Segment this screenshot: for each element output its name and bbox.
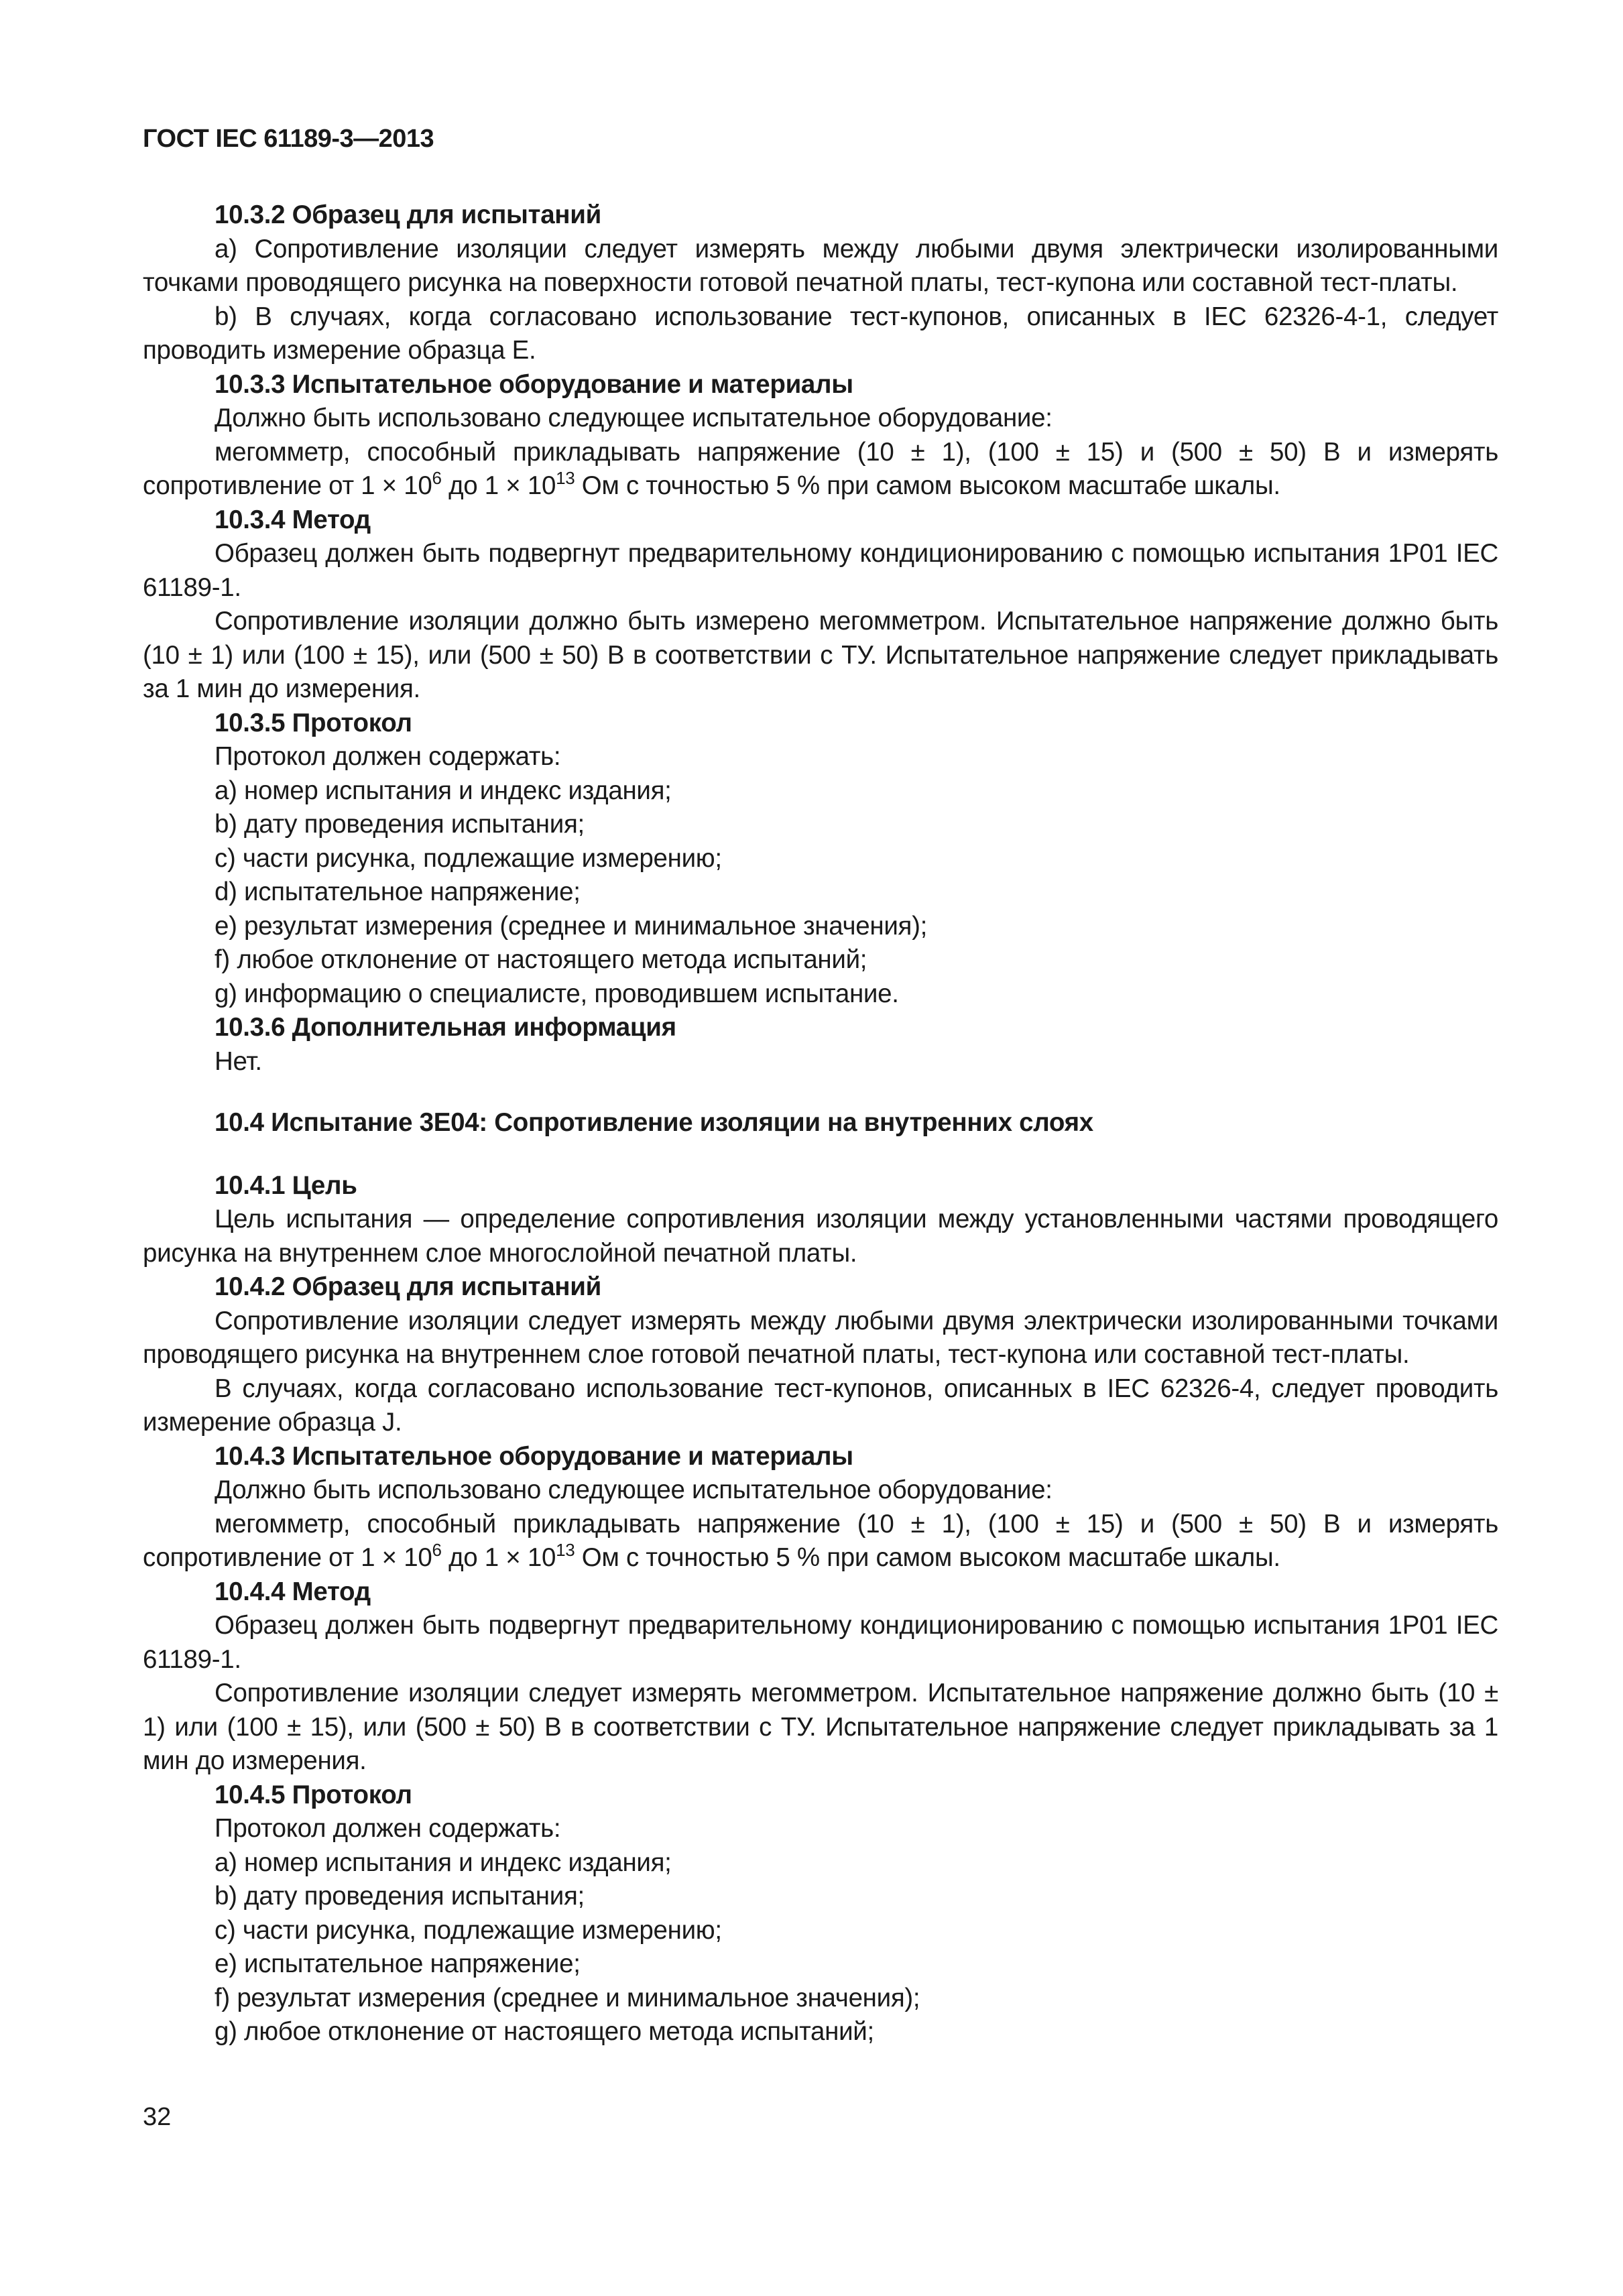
section-heading: 10.4.5 Протокол bbox=[215, 1780, 412, 1809]
paragraph: a) номер испытания и индекс издания; bbox=[215, 1848, 672, 1877]
paragraph: Цель испытания — определение сопротивления изоляции между установленными частями проводящего рисунка на внутреннем слое многослойной печатной платы. bbox=[143, 1205, 1498, 1268]
paragraph: b) В случаях, когда согласовано использование тест-купонов, описанных в IEC 62326-4-1, следует проводить измерение образца Е. bbox=[143, 302, 1498, 365]
exponent: 13 bbox=[556, 1540, 575, 1560]
paragraph: Сопротивление изоляции должно быть измерено мегомметром. Испытательное напряжение должно быть (10 ± 1) или (100 ± 15), или (500 ± 50) В в соответствии с ТУ. Испытательное напряжение следует прикладывать за 1 мин до измерения. bbox=[143, 607, 1498, 703]
paragraph: мегомметр, способный прикладывать напряжение (10 ± 1), (100 ± 15) и (500 ± 50) В и измерять сопротивление от $1 \times 10^6$ до $1 \times 10^{13}$ Ом с точностью 5 % при самом высоком масштабе шкалы. bbox=[143, 437, 1498, 500]
paragraph: Образец должен быть подвергнут предварительному кондиционированию с помощью испытания 1Р01 IEC 61189-1. bbox=[143, 1611, 1498, 1674]
section-heading: 10.4.4 Метод bbox=[215, 1577, 371, 1606]
paragraph: f) любое отклонение от настоящего метода испытаний; bbox=[215, 945, 867, 974]
paragraph: e) испытательное напряжение; bbox=[215, 1949, 581, 1978]
document-body bbox=[143, 198, 1498, 2049]
exponent: 6 bbox=[432, 1540, 442, 1560]
section-heading: 10.4.3 Испытательное оборудование и материалы bbox=[215, 1441, 853, 1471]
paragraph: c) части рисунка, подлежащие измерению; bbox=[215, 843, 722, 873]
paragraph: g) информацию о специалисте, проводившем испытание. bbox=[215, 979, 899, 1008]
section-heading: 10.3.6 Дополнительная информация bbox=[215, 1013, 676, 1042]
section-heading: 10.3.5 Протокол bbox=[215, 708, 412, 737]
paragraph: Протокол должен содержать: bbox=[215, 742, 561, 771]
document-header: ГОСТ IEC 61189-3—2013 bbox=[143, 125, 434, 153]
paragraph: Сопротивление изоляции следует измерять между любыми двумя электрически изолированными точками проводящего рисунка на внутреннем слое готовой печатной платы, тест-купона или составной тест-платы. bbox=[143, 1306, 1498, 1369]
exponent: 13 bbox=[556, 468, 575, 488]
section-heading: 10.3.4 Метод bbox=[215, 505, 371, 534]
paragraph: a) Сопротивление изоляции следует измерять между любыми двумя электрически изолированными точками проводящего рисунка на поверхности готовой печатной платы, тест-купона или составной тест-платы. bbox=[143, 234, 1498, 297]
section-title: 10.4 Испытание 3Е04: Сопротивление изоляции на внутренних слоях bbox=[215, 1108, 1093, 1137]
paragraph: a) номер испытания и индекс издания; bbox=[215, 776, 672, 805]
paragraph: g) любое отклонение от настоящего метода испытаний; bbox=[215, 2017, 874, 2046]
paragraph: Нет. bbox=[215, 1046, 262, 1076]
paragraph: Должно быть использовано следующее испытательное оборудование: bbox=[215, 1475, 1053, 1504]
section-heading: 10.4.2 Образец для испытаний bbox=[215, 1272, 601, 1301]
paragraph: Образец должен быть подвергнут предварительному кондиционированию с помощью испытания 1Р01 IEC 61189-1. bbox=[143, 539, 1498, 602]
paragraph: Должно быть использовано следующее испытательное оборудование: bbox=[215, 404, 1053, 432]
paragraph: b) дату проведения испытания; bbox=[215, 1882, 585, 1911]
section-heading: 10.3.3 Испытательное оборудование и материалы bbox=[215, 369, 853, 399]
section-heading: 10.4.1 Цель bbox=[215, 1170, 357, 1200]
paragraph: В случаях, когда согласовано использование тест-купонов, описанных в IEC 62326-4, следует проводить измерение образца J. bbox=[143, 1374, 1498, 1437]
section-heading: 10.3.2 Образец для испытаний bbox=[215, 200, 601, 229]
paragraph: d) испытательное напряжение; bbox=[215, 878, 581, 906]
paragraph: мегомметр, способный прикладывать напряжение (10 ± 1), (100 ± 15) и (500 ± 50) В и измерять сопротивление от $1 \times 10^6$ до $1 \times 10^{13}$ Ом с точностью 5 % при самом высоком масштабе шкалы. bbox=[143, 1509, 1498, 1572]
paragraph: f) результат измерения (среднее и минимальное значения); bbox=[215, 1983, 920, 2012]
page-number: 32 bbox=[143, 2103, 172, 2131]
paragraph: Сопротивление изоляции следует измерять мегомметром. Испытательное напряжение должно быть (10 ± 1) или (100 ± 15), или (500 ± 50) В в соответствии с ТУ. Испытательное напряжение следует прикладывать за 1 мин до измерения. bbox=[143, 1679, 1498, 1775]
exponent: 6 bbox=[432, 468, 442, 488]
paragraph: e) результат измерения (среднее и минимальное значения); bbox=[215, 911, 928, 941]
paragraph: c) части рисунка, подлежащие измерению; bbox=[215, 1915, 722, 1945]
paragraph: b) дату проведения испытания; bbox=[215, 810, 585, 839]
paragraph: Протокол должен содержать: bbox=[215, 1814, 561, 1843]
